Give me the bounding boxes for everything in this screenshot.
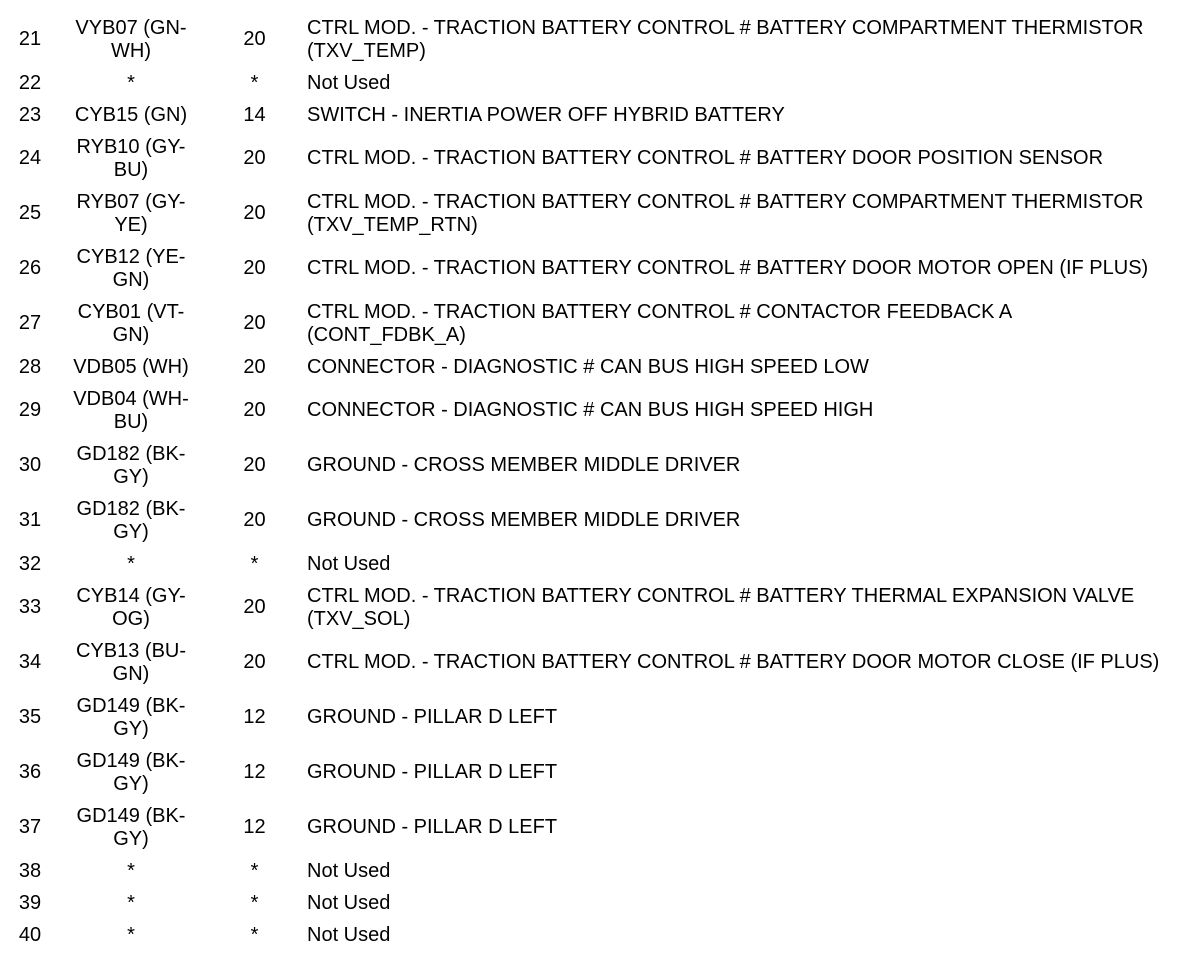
circuit-id: RYB07 (GY-YE) [76, 190, 186, 236]
table-row [0, 351, 1184, 383]
circuit-function: Not Used [307, 72, 391, 94]
table-row [0, 887, 1184, 919]
wire-gauge: 12 [243, 816, 266, 838]
table-row [0, 99, 1184, 131]
table-row [0, 12, 1184, 67]
pin-number: 29 [18, 399, 42, 421]
wire-gauge: 20 [243, 454, 266, 476]
table-row [0, 131, 1184, 186]
circuit-id: CYB15 (GN) [74, 104, 188, 126]
table-row [0, 241, 1184, 296]
wire-gauge: 20 [243, 28, 266, 50]
wire-gauge: 20 [243, 147, 266, 169]
circuit-id: * [127, 553, 135, 575]
circuit-id: CYB14 (GY-OG) [76, 584, 186, 630]
pin-number: 32 [18, 553, 42, 575]
wire-gauge: 14 [243, 104, 266, 126]
table-row [0, 296, 1184, 351]
circuit-function: Not Used [307, 860, 391, 882]
connector-pinout-table [0, 12, 1184, 951]
circuit-id: * [127, 924, 135, 946]
wire-gauge: * [250, 924, 259, 946]
pin-number: 21 [18, 28, 42, 50]
circuit-function: CTRL MOD. - TRACTION BATTERY CONTROL # BATTERY DOOR MOTOR CLOSE (IF PLUS) [307, 651, 1160, 673]
table-row [0, 493, 1184, 548]
table-row [0, 580, 1184, 635]
circuit-id: VDB05 (WH) [73, 356, 189, 378]
wire-gauge: 20 [243, 651, 266, 673]
table-row [0, 919, 1184, 951]
table-row [0, 690, 1184, 745]
circuit-id: GD149 (BK-GY) [76, 749, 186, 795]
circuit-function: Not Used [307, 553, 391, 575]
pinout-rows [0, 12, 1184, 951]
circuit-function: CTRL MOD. - TRACTION BATTERY CONTROL # BATTERY DOOR POSITION SENSOR [307, 147, 1104, 169]
circuit-function: CONNECTOR - DIAGNOSTIC # CAN BUS HIGH SPEED HIGH [307, 399, 874, 421]
pin-number: 40 [18, 924, 42, 946]
circuit-id: CYB12 (YE-GN) [76, 245, 186, 291]
circuit-function: GROUND - PILLAR D LEFT [307, 761, 558, 783]
circuit-id: RYB10 (GY-BU) [76, 135, 186, 181]
circuit-id: * [127, 72, 135, 94]
wire-gauge: 20 [243, 399, 266, 421]
pin-number: 37 [18, 816, 42, 838]
pin-number: 25 [18, 202, 42, 224]
wire-gauge: * [250, 892, 259, 914]
table-row [0, 855, 1184, 887]
pin-number: 24 [18, 147, 42, 169]
table-row [0, 800, 1184, 855]
pin-number: 28 [18, 356, 42, 378]
wire-gauge: * [250, 553, 259, 575]
circuit-function: GROUND - PILLAR D LEFT [307, 706, 558, 728]
pin-number: 23 [18, 104, 42, 126]
circuit-function: GROUND - CROSS MEMBER MIDDLE DRIVER [307, 509, 741, 531]
circuit-id: CYB01 (VT-GN) [77, 300, 185, 346]
circuit-function: CTRL MOD. - TRACTION BATTERY CONTROL # BATTERY COMPARTMENT THERMISTOR (TXV_TEMP_RTN) [307, 190, 1144, 236]
circuit-function: CTRL MOD. - TRACTION BATTERY CONTROL # BATTERY COMPARTMENT THERMISTOR (TXV_TEMP) [307, 16, 1144, 62]
circuit-function: SWITCH - INERTIA POWER OFF HYBRID BATTERY [307, 104, 785, 126]
circuit-function: CTRL MOD. - TRACTION BATTERY CONTROL # CONTACTOR FEEDBACK A (CONT_FDBK_A) [307, 300, 1012, 346]
circuit-function: CTRL MOD. - TRACTION BATTERY CONTROL # BATTERY DOOR MOTOR OPEN (IF PLUS) [307, 257, 1149, 279]
wire-gauge: * [250, 72, 259, 94]
wire-gauge: 20 [243, 509, 266, 531]
table-row [0, 438, 1184, 493]
pin-number: 22 [18, 72, 42, 94]
circuit-function: Not Used [307, 892, 391, 914]
circuit-function: Not Used [307, 924, 391, 946]
circuit-id: * [127, 860, 135, 882]
pin-number: 26 [18, 257, 42, 279]
pin-number: 31 [18, 509, 42, 531]
pin-number: 38 [18, 860, 42, 882]
circuit-function: GROUND - PILLAR D LEFT [307, 816, 558, 838]
circuit-id: * [127, 892, 135, 914]
circuit-function: GROUND - CROSS MEMBER MIDDLE DRIVER [307, 454, 741, 476]
circuit-id: GD149 (BK-GY) [76, 694, 186, 740]
table-row [0, 745, 1184, 800]
wire-gauge: 20 [243, 356, 266, 378]
circuit-id: CYB13 (BU-GN) [75, 639, 187, 685]
circuit-id: GD149 (BK-GY) [76, 804, 186, 850]
pin-number: 30 [18, 454, 42, 476]
circuit-id: VYB07 (GN-WH) [75, 16, 187, 62]
table-row [0, 383, 1184, 438]
pin-number: 36 [18, 761, 42, 783]
wire-gauge: 20 [243, 257, 266, 279]
wire-gauge: 12 [243, 761, 266, 783]
wire-gauge: 20 [243, 596, 266, 618]
table-row [0, 635, 1184, 690]
table-row [0, 186, 1184, 241]
wire-gauge: 20 [243, 202, 266, 224]
wire-gauge: 12 [243, 706, 266, 728]
circuit-id: VDB04 (WH-BU) [73, 387, 189, 433]
table-row [0, 67, 1184, 99]
wire-gauge: * [250, 860, 259, 882]
circuit-id: GD182 (BK-GY) [76, 497, 186, 543]
table-row [0, 548, 1184, 580]
circuit-function: CONNECTOR - DIAGNOSTIC # CAN BUS HIGH SPEED LOW [307, 356, 869, 378]
pin-number: 33 [18, 596, 42, 618]
pin-number: 35 [18, 706, 42, 728]
circuit-id: GD182 (BK-GY) [76, 442, 186, 488]
pin-number: 39 [18, 892, 42, 914]
circuit-function: CTRL MOD. - TRACTION BATTERY CONTROL # BATTERY THERMAL EXPANSION VALVE (TXV_SOL) [307, 584, 1135, 630]
pin-number: 27 [18, 312, 42, 334]
pin-number: 34 [18, 651, 42, 673]
wire-gauge: 20 [243, 312, 266, 334]
